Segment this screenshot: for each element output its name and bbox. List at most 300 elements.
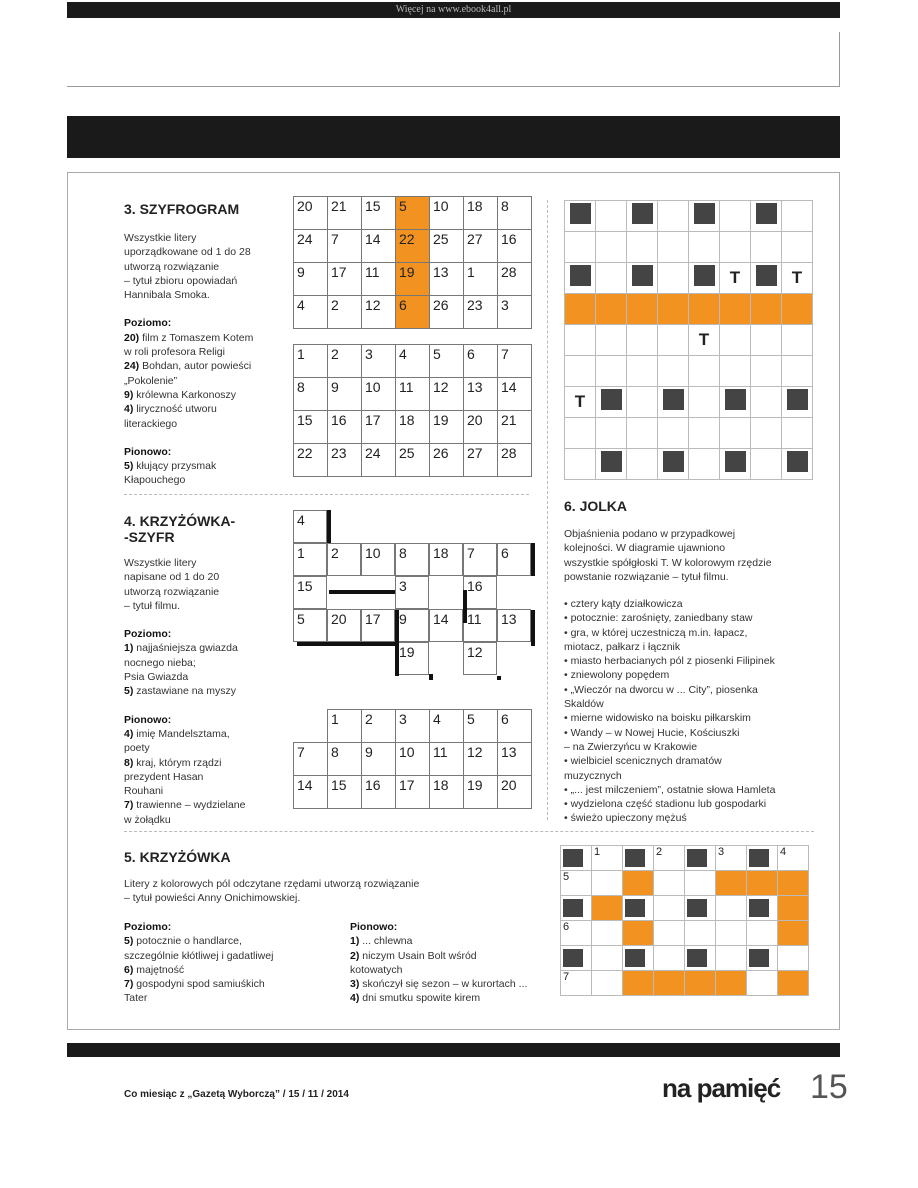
grid-cell[interactable] xyxy=(720,325,751,356)
grid-cell[interactable] xyxy=(565,449,596,480)
jolka-grid xyxy=(564,200,813,480)
grid-cell[interactable]: 16 xyxy=(362,776,396,809)
grid-cell[interactable]: 1 xyxy=(294,345,328,378)
grid-cell[interactable] xyxy=(592,871,623,896)
grid-cell[interactable] xyxy=(565,418,596,449)
grid-cell[interactable]: 10 xyxy=(396,743,430,776)
szyfrogram-key-grid xyxy=(293,344,532,477)
section-5-title: 5. KRZYŻÓWKA xyxy=(124,849,231,865)
grid-cell[interactable] xyxy=(747,946,778,971)
grid-cell[interactable]: 9 xyxy=(395,609,429,642)
black-square xyxy=(725,389,746,410)
clue-line: • świeżo upieczony mężuś xyxy=(564,812,687,825)
grid-cell[interactable] xyxy=(778,896,809,921)
black-square xyxy=(632,203,653,224)
grid-cell[interactable] xyxy=(685,921,716,946)
grid-cell[interactable] xyxy=(627,232,658,263)
grid-cell[interactable] xyxy=(685,871,716,896)
grid-shadow xyxy=(329,590,395,594)
grid-cell[interactable] xyxy=(658,325,689,356)
clue-line: szczególnie kłótliwej i gadatliwej xyxy=(124,949,274,962)
grid-cell[interactable] xyxy=(747,871,778,896)
clue-line: 5) zastawiane na myszy xyxy=(124,685,237,698)
grid-cell[interactable] xyxy=(716,896,747,921)
grid-cell[interactable]: 9 xyxy=(362,743,396,776)
grid-cell[interactable] xyxy=(627,325,658,356)
clue-line: 2) niczym Usain Bolt wśród xyxy=(350,949,477,962)
grid-cell[interactable]: 19 xyxy=(464,776,498,809)
krzyzowka-szyfr-grid xyxy=(293,510,533,700)
grid-cell[interactable] xyxy=(654,946,685,971)
clue-line: 5) kłujący przysmak xyxy=(124,460,217,473)
clue-line: nocnego nieba; xyxy=(124,656,196,669)
grid-cell[interactable]: 4 xyxy=(430,710,464,743)
grid-cell[interactable] xyxy=(565,201,596,232)
grid-cell[interactable]: 13 xyxy=(464,378,498,411)
clue-line: muzycznych xyxy=(564,769,622,782)
grid-cell[interactable]: 22 xyxy=(396,230,430,263)
grid-cell[interactable] xyxy=(685,971,716,996)
grid-cell[interactable]: 18 xyxy=(429,543,463,576)
grid-cell[interactable] xyxy=(747,846,778,871)
grid-cell[interactable]: 20 xyxy=(327,609,361,642)
grid-cell[interactable]: 17 xyxy=(362,411,396,444)
grid-cell[interactable] xyxy=(565,232,596,263)
grid-cell[interactable] xyxy=(689,449,720,480)
clue-line: w żołądku xyxy=(124,813,171,826)
grid-cell[interactable] xyxy=(596,201,627,232)
grid-cell[interactable] xyxy=(782,449,813,480)
grid-cell[interactable] xyxy=(658,294,689,325)
grid-cell[interactable]: 26 xyxy=(430,296,464,329)
grid-cell[interactable]: 19 xyxy=(396,263,430,296)
grid-cell[interactable] xyxy=(565,325,596,356)
grid-cell[interactable]: 3 xyxy=(716,846,747,871)
grid-cell[interactable]: 2 xyxy=(328,345,362,378)
grid-cell[interactable]: 9 xyxy=(294,263,328,296)
grid-cell[interactable] xyxy=(782,387,813,418)
watermark-text: Więcej na www.ebook4all.pl xyxy=(395,4,512,15)
black-square xyxy=(725,451,746,472)
grid-cell[interactable]: 16 xyxy=(328,411,362,444)
grid-cell[interactable] xyxy=(658,449,689,480)
grid-cell[interactable]: 4 xyxy=(293,510,327,543)
grid-cell[interactable]: 16 xyxy=(498,230,532,263)
grid-cell[interactable] xyxy=(658,387,689,418)
grid-cell[interactable]: 8 xyxy=(498,197,532,230)
grid-cell[interactable]: T xyxy=(782,263,813,294)
grid-cell[interactable] xyxy=(565,263,596,294)
grid-cell[interactable]: 6 xyxy=(497,543,531,576)
grid-cell[interactable]: 2 xyxy=(654,846,685,871)
grid-cell[interactable] xyxy=(689,263,720,294)
grid-cell[interactable] xyxy=(720,418,751,449)
grid-cell[interactable] xyxy=(623,971,654,996)
grid-cell[interactable]: 11 xyxy=(396,378,430,411)
black-square xyxy=(749,849,769,867)
grid-cell[interactable] xyxy=(716,871,747,896)
szyfrogram-grid xyxy=(293,196,532,329)
clue-line: 24) Bohdan, autor powieści xyxy=(124,360,252,373)
black-square xyxy=(787,389,808,410)
grid-cell[interactable]: 4 xyxy=(294,296,328,329)
grid-cell[interactable] xyxy=(627,294,658,325)
grid-cell[interactable] xyxy=(596,325,627,356)
black-square xyxy=(749,949,769,967)
clue-line: prezydent Hasan xyxy=(124,770,204,783)
grid-cell[interactable]: 6 xyxy=(498,710,532,743)
grid-cell[interactable]: 1 xyxy=(592,846,623,871)
grid-cell[interactable]: 3 xyxy=(362,345,396,378)
footer-band xyxy=(67,1043,840,1057)
grid-cell[interactable] xyxy=(747,896,778,921)
grid-cell[interactable]: 18 xyxy=(396,411,430,444)
grid-cell[interactable] xyxy=(627,387,658,418)
grid-cell[interactable] xyxy=(778,971,809,996)
grid-cell[interactable] xyxy=(778,946,809,971)
grid-cell[interactable]: 5 xyxy=(396,197,430,230)
grid-cell[interactable] xyxy=(782,418,813,449)
grid-cell[interactable]: 1 xyxy=(328,710,362,743)
grid-cell[interactable] xyxy=(751,232,782,263)
grid-cell[interactable]: 21 xyxy=(328,197,362,230)
grid-cell[interactable] xyxy=(596,232,627,263)
grid-cell[interactable]: 7 xyxy=(498,345,532,378)
grid-cell[interactable] xyxy=(782,325,813,356)
grid-cell[interactable] xyxy=(592,896,623,921)
grid-cell[interactable]: 11 xyxy=(430,743,464,776)
divider xyxy=(124,494,529,495)
grid-cell[interactable] xyxy=(623,871,654,896)
clue-line: 5) potocznie o handlarce, xyxy=(124,935,242,948)
clue-line: Rouhani xyxy=(124,785,164,798)
grid-cell[interactable] xyxy=(592,921,623,946)
grid-cell[interactable] xyxy=(751,201,782,232)
grid-cell[interactable]: T xyxy=(720,263,751,294)
black-square xyxy=(663,389,684,410)
grid-cell[interactable] xyxy=(596,418,627,449)
grid-cell[interactable]: 3 xyxy=(498,296,532,329)
grid-cell[interactable]: 17 xyxy=(396,776,430,809)
footer-logo: na pamięć xyxy=(662,1073,781,1103)
black-square xyxy=(694,203,715,224)
grid-cell[interactable]: 14 xyxy=(362,230,396,263)
grid-cell[interactable]: 24 xyxy=(362,444,396,477)
grid-cell[interactable]: 16 xyxy=(463,576,497,609)
grid-cell[interactable] xyxy=(596,263,627,294)
grid-cell[interactable]: 23 xyxy=(464,296,498,329)
grid-cell[interactable]: 14 xyxy=(429,609,463,642)
clue-line: • wielbiciel scenicznych dramatów xyxy=(564,755,722,768)
grid-cell[interactable]: 22 xyxy=(294,444,328,477)
grid-cell[interactable]: 1 xyxy=(464,263,498,296)
grid-cell[interactable]: 5 xyxy=(430,345,464,378)
clue-line: 20) film z Tomaszem Kotem xyxy=(124,331,254,344)
grid-cell[interactable] xyxy=(751,356,782,387)
grid-cell[interactable]: 25 xyxy=(430,230,464,263)
grid-cell[interactable]: 28 xyxy=(498,444,532,477)
grid-cell[interactable] xyxy=(654,871,685,896)
grid-shadow xyxy=(497,676,501,680)
grid-cell[interactable]: 2 xyxy=(328,296,362,329)
grid-cell[interactable] xyxy=(720,449,751,480)
grid-cell[interactable] xyxy=(623,946,654,971)
clue-line: • „... jest milczeniem”, ostatnie słowa Hamleta xyxy=(564,783,776,796)
grid-cell[interactable] xyxy=(782,356,813,387)
grid-cell[interactable]: 20 xyxy=(294,197,328,230)
grid-cell[interactable] xyxy=(685,946,716,971)
grid-cell[interactable] xyxy=(658,201,689,232)
grid-shadow xyxy=(531,610,535,643)
grid-cell[interactable] xyxy=(782,294,813,325)
grid-cell[interactable]: 6 xyxy=(396,296,430,329)
grid-cell[interactable]: 12 xyxy=(463,642,497,675)
clue-line: 9) królewna Karkonoszy xyxy=(124,388,237,401)
black-square xyxy=(563,949,583,967)
grid-cell[interactable] xyxy=(623,921,654,946)
grid-cell[interactable]: 21 xyxy=(498,411,532,444)
grid-cell[interactable]: 7 xyxy=(294,743,328,776)
grid-cell[interactable]: T xyxy=(689,325,720,356)
clue-line: kotowatych xyxy=(350,963,403,976)
grid-cell[interactable]: 20 xyxy=(464,411,498,444)
grid-cell[interactable] xyxy=(685,846,716,871)
black-square xyxy=(687,949,707,967)
grid-cell[interactable] xyxy=(596,294,627,325)
grid-cell[interactable]: 13 xyxy=(430,263,464,296)
grid-cell[interactable]: 7 xyxy=(561,971,592,996)
grid-cell[interactable]: 12 xyxy=(362,296,396,329)
grid-cell[interactable] xyxy=(751,263,782,294)
grid-shadow xyxy=(327,510,331,543)
grid-cell[interactable] xyxy=(627,201,658,232)
grid-cell[interactable]: 3 xyxy=(395,576,429,609)
grid-cell[interactable] xyxy=(689,232,720,263)
grid-cell[interactable]: 3 xyxy=(396,710,430,743)
black-square xyxy=(625,899,645,917)
black-square xyxy=(570,203,591,224)
grid-cell[interactable]: 17 xyxy=(328,263,362,296)
grid-cell[interactable] xyxy=(751,294,782,325)
clue-line: • wydzielona część stadionu lub gospodarki xyxy=(564,798,767,811)
section-5-intro: Litery z kolorowych pól odczytane rzędami utworzą rozwiązanie – tytuł powieści Anny Onichimowskiej. xyxy=(124,878,420,905)
grid-cell[interactable]: 13 xyxy=(497,609,531,642)
page-number: 15 xyxy=(810,1068,848,1106)
grid-cell[interactable]: 27 xyxy=(464,444,498,477)
grid-cell[interactable] xyxy=(720,232,751,263)
grid-cell[interactable]: 7 xyxy=(328,230,362,263)
grid-cell[interactable] xyxy=(778,921,809,946)
grid-cell[interactable] xyxy=(596,356,627,387)
grid-shadow xyxy=(429,674,433,678)
grid-cell[interactable] xyxy=(561,846,592,871)
grid-cell[interactable] xyxy=(689,201,720,232)
grid-cell[interactable]: 12 xyxy=(464,743,498,776)
grid-cell[interactable]: 14 xyxy=(498,378,532,411)
clue-line: 1) najjaśniejsza gwiazda xyxy=(124,642,238,655)
grid-cell[interactable]: 2 xyxy=(362,710,396,743)
section-3-title: 3. SZYFROGRAM xyxy=(124,201,240,217)
clue-line: 4) dni smutku spowite kirem xyxy=(350,992,481,1005)
grid-cell[interactable]: 15 xyxy=(294,411,328,444)
grid-cell[interactable]: 23 xyxy=(328,444,362,477)
grid-cell[interactable]: 1 xyxy=(293,543,327,576)
grid-cell[interactable] xyxy=(294,710,328,743)
black-square xyxy=(570,265,591,286)
grid-cell[interactable] xyxy=(751,449,782,480)
grid-cell[interactable] xyxy=(751,325,782,356)
clue-line: miotacz, pałkarz i łącznik xyxy=(564,640,681,653)
grid-cell[interactable] xyxy=(592,946,623,971)
grid-cell[interactable] xyxy=(689,294,720,325)
grid-cell[interactable]: 8 xyxy=(328,743,362,776)
grid-cell[interactable] xyxy=(658,418,689,449)
grid-cell[interactable] xyxy=(627,356,658,387)
grid-cell[interactable]: 9 xyxy=(328,378,362,411)
grid-cell[interactable] xyxy=(565,294,596,325)
grid-cell[interactable]: 20 xyxy=(498,776,532,809)
grid-cell[interactable]: 18 xyxy=(430,776,464,809)
grid-cell[interactable] xyxy=(627,263,658,294)
grid-cell[interactable] xyxy=(565,356,596,387)
clue-line: • miasto herbacianych pól z piosenki Filipinek xyxy=(564,655,775,668)
clue-line: Psia Gwiazda xyxy=(124,671,189,684)
grid-cell[interactable]: 5 xyxy=(561,871,592,896)
grid-cell[interactable]: 27 xyxy=(464,230,498,263)
clue-line: • cztery kąty działkowicza xyxy=(564,598,683,610)
grid-cell[interactable] xyxy=(720,387,751,418)
clue-line: 4) imię Mandelsztama, xyxy=(124,727,230,740)
grid-cell[interactable]: 4 xyxy=(396,345,430,378)
grid-cell[interactable] xyxy=(561,896,592,921)
grid-cell[interactable]: 6 xyxy=(464,345,498,378)
grid-cell[interactable] xyxy=(778,871,809,896)
clue-line: 4) liryczność utworu xyxy=(124,403,217,416)
grid-cell[interactable] xyxy=(623,896,654,921)
divider xyxy=(124,831,814,832)
grid-cell[interactable]: 8 xyxy=(294,378,328,411)
grid-cell[interactable] xyxy=(658,232,689,263)
grid-cell[interactable] xyxy=(627,449,658,480)
grid-cell[interactable] xyxy=(716,971,747,996)
grid-cell[interactable] xyxy=(596,387,627,418)
grid-cell[interactable] xyxy=(627,418,658,449)
grid-cell[interactable] xyxy=(720,356,751,387)
grid-cell[interactable] xyxy=(592,971,623,996)
black-square xyxy=(694,265,715,286)
grid-cell[interactable]: 25 xyxy=(396,444,430,477)
grid-cell[interactable] xyxy=(689,418,720,449)
clue-line: • Wandy – w Nowej Hucie, Kościuszki xyxy=(564,726,740,739)
grid-cell[interactable]: 19 xyxy=(395,642,429,675)
grid-cell[interactable]: 10 xyxy=(430,197,464,230)
grid-cell[interactable]: 15 xyxy=(328,776,362,809)
grid-cell[interactable] xyxy=(596,449,627,480)
grid-cell[interactable]: 10 xyxy=(361,543,395,576)
grid-cell[interactable]: 26 xyxy=(430,444,464,477)
grid-cell[interactable] xyxy=(623,846,654,871)
clue-line: 8) kraj, którym rządzi xyxy=(124,756,222,769)
grid-cell[interactable] xyxy=(561,946,592,971)
grid-cell[interactable] xyxy=(689,387,720,418)
section-6-intro: Objaśnienia podano w przypadkowej kolejności. W diagramie ujawniono wszystkie spółgłoski T. W kolorowym rzędzie powstanie rozwiązanie – tytuł filmu. xyxy=(564,528,772,583)
grid-cell[interactable]: 15 xyxy=(362,197,396,230)
clue-line: • gra, w której uczestniczą m.in. łapacz, xyxy=(564,626,748,639)
grid-cell[interactable] xyxy=(782,232,813,263)
section-5-down: Pionowo: 1) ... chlewna 2) niczym Usain Bolt wśród kotowatych 3) skończył się sezon – w kurortach ... 4) dni smutku spowite kirem xyxy=(350,920,560,1006)
grid-cell[interactable] xyxy=(658,356,689,387)
section-4-title: 4. KRZYŻÓWKA- -SZYFR xyxy=(124,513,236,545)
grid-cell[interactable] xyxy=(716,946,747,971)
watermark-bar xyxy=(67,2,840,18)
grid-cell[interactable] xyxy=(716,921,747,946)
grid-cell[interactable] xyxy=(658,263,689,294)
grid-shadow xyxy=(297,642,396,646)
grid-cell[interactable]: 18 xyxy=(464,197,498,230)
grid-cell[interactable] xyxy=(654,921,685,946)
black-square xyxy=(663,451,684,472)
grid-cell[interactable] xyxy=(720,294,751,325)
grid-cell[interactable]: 24 xyxy=(294,230,328,263)
divider xyxy=(839,32,840,87)
grid-cell[interactable]: 11 xyxy=(463,609,497,642)
grid-cell[interactable]: 11 xyxy=(362,263,396,296)
grid-cell[interactable] xyxy=(751,387,782,418)
grid-cell[interactable]: 5 xyxy=(293,609,327,642)
clue-line: Skaldów xyxy=(564,698,604,711)
header-band xyxy=(67,116,840,158)
grid-cell[interactable] xyxy=(685,896,716,921)
grid-cell[interactable]: 10 xyxy=(362,378,396,411)
clue-line: 7) gospodyni spod samiuśkich xyxy=(124,978,265,991)
grid-cell[interactable] xyxy=(654,971,685,996)
grid-cell[interactable]: 2 xyxy=(327,543,361,576)
grid-cell[interactable]: 8 xyxy=(395,543,429,576)
grid-cell[interactable] xyxy=(689,356,720,387)
clue-line: • potocznie: zarośnięty, zaniedbany staw xyxy=(564,612,753,625)
section-5-across: Poziomo: 5) potocznie o handlarce, szczególnie kłótliwej i gadatliwej 6) majętność 7) gospodyni spod samiuśkich Tater xyxy=(124,920,334,1006)
grid-cell[interactable] xyxy=(751,418,782,449)
divider xyxy=(67,86,840,87)
grid-cell[interactable] xyxy=(747,921,778,946)
grid-cell[interactable]: T xyxy=(565,387,596,418)
clue-line: – na Zwierzyńcu w Krakowie xyxy=(564,740,698,753)
grid-cell[interactable]: 17 xyxy=(361,609,395,642)
grid-shadow xyxy=(531,642,535,646)
grid-cell[interactable]: 19 xyxy=(430,411,464,444)
black-square xyxy=(756,203,777,224)
grid-cell[interactable] xyxy=(747,971,778,996)
black-square xyxy=(756,265,777,286)
grid-cell[interactable]: 15 xyxy=(293,576,327,609)
grid-shadow xyxy=(395,610,399,676)
grid-cell[interactable] xyxy=(720,201,751,232)
grid-cell[interactable]: 7 xyxy=(463,543,497,576)
clue-line: Kłapouchego xyxy=(124,474,186,487)
grid-cell[interactable]: 14 xyxy=(294,776,328,809)
grid-cell[interactable]: 13 xyxy=(498,743,532,776)
grid-cell[interactable] xyxy=(782,201,813,232)
grid-shadow xyxy=(531,543,535,576)
grid-cell[interactable] xyxy=(654,896,685,921)
grid-cell[interactable]: 6 xyxy=(561,921,592,946)
grid-cell[interactable]: 12 xyxy=(430,378,464,411)
section-4-text: Wszystkie litery napisane od 1 do 20 utworzą rozwiązanie – tytuł filmu. Poziomo: 1) najjaśniejsza gwiazda nocnego nieba; Psia Gwiazda 5) zastawiane na myszy Pionowo: 4) imię Mandelsztama, poety 8) kraj, którym rządzi prezydent Hasan Rouhani 7) trawienne – wydzielane w żołądku xyxy=(124,556,284,827)
grid-cell[interactable]: 4 xyxy=(778,846,809,871)
grid-cell[interactable]: 28 xyxy=(498,263,532,296)
grid-cell[interactable]: 5 xyxy=(464,710,498,743)
clue-line: 3) skończył się sezon – w kurortach ... xyxy=(350,978,528,991)
